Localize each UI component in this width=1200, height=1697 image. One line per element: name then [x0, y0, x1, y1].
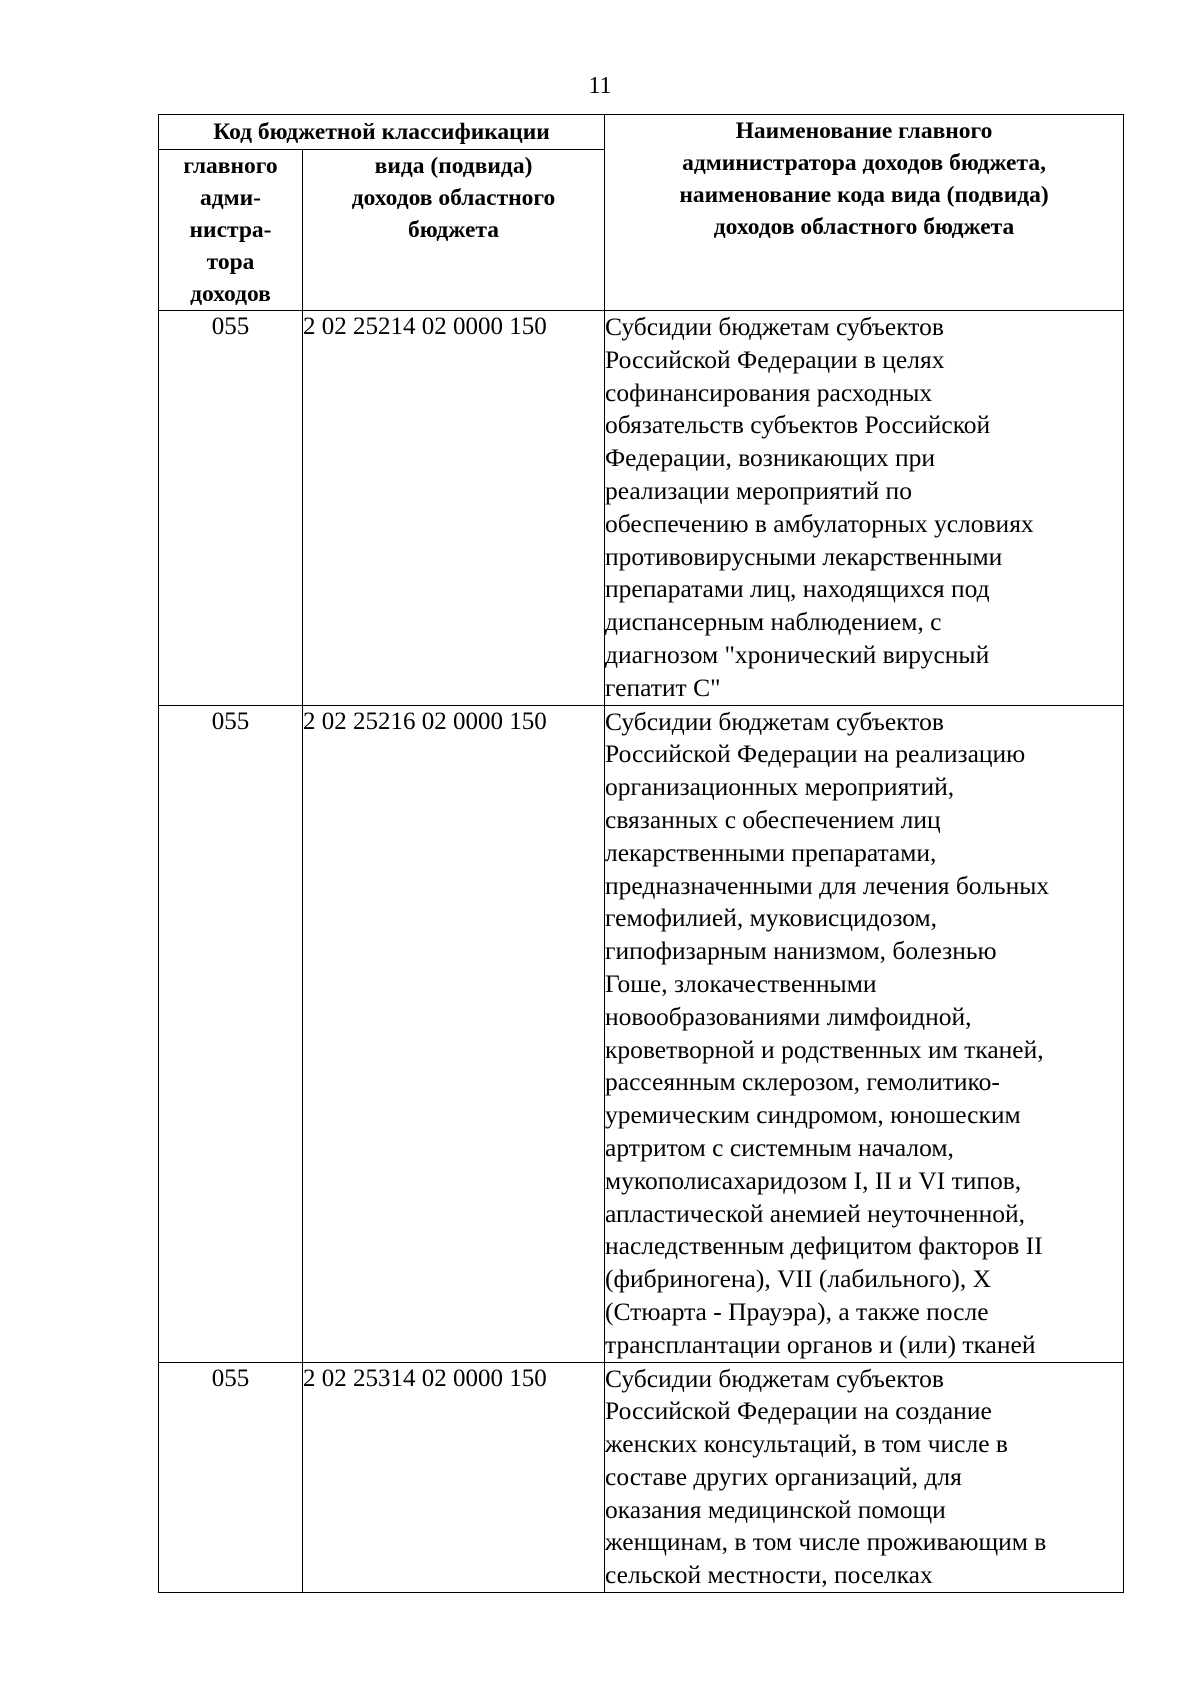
description-line: кроветворной и родственных им тканей, — [605, 1034, 1044, 1064]
description-line: гепатит С" — [605, 672, 721, 702]
description-line: Федерации, возникающих при — [605, 443, 935, 473]
description-line: Российской Федерации на реализацию — [605, 739, 1026, 769]
description-line: артритом с системным началом, — [605, 1132, 954, 1162]
description-line: уремическим синдромом, юношеским — [605, 1100, 1021, 1130]
header-name-column — [605, 115, 1124, 311]
description-cell — [605, 1362, 1124, 1593]
description-line: Российской Федерации в целях — [605, 344, 945, 374]
header-kind-line: бюджета — [408, 217, 499, 243]
description-line: сельской местности, поселках — [605, 1560, 933, 1590]
header-admin-line: главного — [183, 153, 278, 179]
header-name-line: доходов областного бюджета — [713, 214, 1015, 240]
header-name-line: администратора доходов бюджета, — [682, 150, 1046, 176]
header-kind-line: доходов областного — [351, 185, 556, 211]
description-line: обеспечению в амбулаторных условиях — [605, 508, 1034, 538]
header-kind-line: вида (подвида) — [374, 153, 533, 179]
admin-code-cell: 055 — [159, 705, 303, 1362]
admin-code-cell: 055 — [159, 311, 303, 706]
revenue-code-cell: 2 02 25214 02 0000 150 — [303, 311, 605, 706]
table-row — [159, 1362, 1124, 1593]
description-line: гипофизарным нанизмом, болезнью — [605, 936, 997, 966]
header-name-line: наименование кода вида (подвида) — [679, 182, 1049, 208]
description-line: лекарственными препаратами, — [605, 837, 937, 867]
description-line: женских консультаций, в том числе в — [605, 1429, 1008, 1459]
description-line: женщинам, в том числе проживающим в — [605, 1527, 1047, 1557]
header-admin-line: доходов — [190, 281, 271, 307]
description-line: обязательств субъектов Российской — [605, 410, 991, 440]
page-number: 11 — [588, 73, 612, 99]
description-line: организационных мероприятий, — [605, 772, 955, 802]
description-line: наследственным дефицитом факторов II — [605, 1231, 1043, 1261]
description-line: Гоше, злокачественными — [605, 968, 877, 998]
description-line: Субсидии бюджетам субъектов — [605, 1363, 944, 1393]
description-line: (Стюарта - Прауэра), а также после — [605, 1296, 989, 1326]
description-line: мукополисахаридозом I, II и VI типов, — [605, 1165, 1022, 1195]
description-cell — [605, 705, 1124, 1362]
description-line: диспансерным наблюдением, с — [605, 607, 942, 637]
header-admin-line: адми- — [199, 185, 261, 211]
description-line: предназначенными для лечения больных — [605, 870, 1050, 900]
description-line: (фибриногена), VII (лабильного), X — [605, 1264, 992, 1294]
revenue-code-cell: 2 02 25216 02 0000 150 — [303, 705, 605, 1362]
description-line: реализации мероприятий по — [605, 475, 912, 505]
description-line: препаратами лиц, находящихся под — [605, 574, 990, 604]
table-header — [159, 115, 1124, 311]
description-line: софинансирования расходных — [605, 377, 933, 407]
description-line: гемофилией, муковисцидозом, — [605, 903, 938, 933]
description-line: Российской Федерации на создание — [605, 1396, 992, 1426]
header-budget-classification-code: Код бюджетной классификации — [159, 115, 605, 150]
revenue-code-cell: 2 02 25314 02 0000 150 — [303, 1362, 605, 1593]
header-admin-column — [159, 150, 303, 311]
description-line: связанных с обеспечением лиц — [605, 804, 941, 834]
table-body — [159, 311, 1124, 1593]
budget-classification-table — [158, 114, 1124, 1593]
description-cell — [605, 311, 1124, 706]
description-line: трансплантации органов и (или) тканей — [605, 1329, 1036, 1359]
description-line: Субсидии бюджетам субъектов — [605, 706, 944, 736]
table-row — [159, 311, 1124, 706]
description-line: составе других организаций, для — [605, 1461, 962, 1491]
description-line: апластической анемией неуточненной, — [605, 1198, 1025, 1228]
header-admin-line: нистра- — [189, 217, 272, 243]
description-line: противовирусными лекарственными — [605, 541, 1003, 571]
header-admin-line: тора — [206, 249, 255, 275]
table-row — [159, 705, 1124, 1362]
description-line: новообразованиями лимфоидной, — [605, 1001, 972, 1031]
header-kind-column — [303, 150, 605, 311]
description-line: рассеянным склерозом, гемолитико- — [605, 1067, 1000, 1097]
admin-code-cell: 055 — [159, 1362, 303, 1593]
description-line: диагнозом "хронический вирусный — [605, 639, 990, 669]
header-name-line: Наименование главного — [735, 118, 993, 144]
description-line: Субсидии бюджетам субъектов — [605, 312, 944, 341]
description-line: оказания медицинской помощи — [605, 1494, 946, 1524]
